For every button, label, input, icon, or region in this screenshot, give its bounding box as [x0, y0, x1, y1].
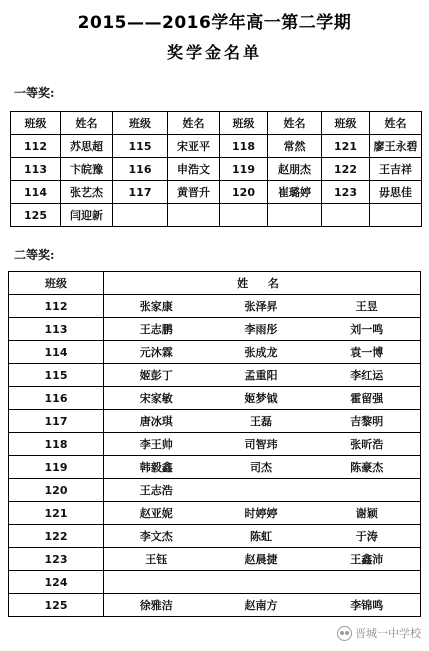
class-cell: 114 [11, 181, 61, 204]
table-row [9, 387, 421, 410]
class-cell: 112 [11, 135, 61, 158]
table-row [9, 318, 421, 341]
class-cell: 125 [11, 204, 61, 227]
student-name-cell: 陈虹 [209, 525, 314, 548]
table-row [9, 502, 421, 525]
student-name-cell [209, 571, 314, 594]
student-name-cell: 张艺杰 [61, 181, 113, 204]
class-cell: 114 [9, 341, 104, 364]
class-cell: 119 [220, 158, 268, 181]
student-name-cell: 闫迎新 [61, 204, 113, 227]
class-cell: 121 [9, 502, 104, 525]
student-name-cell: 宋亚平 [168, 135, 220, 158]
header-name: 姓名 [168, 112, 220, 135]
student-name-cell: 崔璐婷 [268, 181, 322, 204]
student-name-cell: 袁一博 [314, 341, 421, 364]
student-name-cell: 张昕浩 [314, 433, 421, 456]
first-prize-body [11, 135, 422, 227]
student-name-cell [370, 204, 422, 227]
header-class: 班级 [322, 112, 370, 135]
class-cell [113, 204, 168, 227]
student-name-cell: 司智玮 [209, 433, 314, 456]
student-name-cell: 张泽昇 [209, 295, 314, 318]
student-name-cell: 唐冰琪 [104, 410, 209, 433]
student-name-cell: 王昱 [314, 295, 421, 318]
class-cell: 115 [9, 364, 104, 387]
table-row [9, 456, 421, 479]
table-row [9, 571, 421, 594]
student-name-cell: 王志鹏 [104, 318, 209, 341]
student-name-cell: 刘一鸣 [314, 318, 421, 341]
first-prize-heading: 一等奖: [14, 86, 55, 100]
table-row [9, 548, 421, 571]
student-name-cell [168, 204, 220, 227]
table-row [9, 433, 421, 456]
student-name-cell: 李红运 [314, 364, 421, 387]
student-name-cell: 王鑫沛 [314, 548, 421, 571]
student-name-cell: 苏思超 [61, 135, 113, 158]
student-name-cell: 王吉祥 [370, 158, 422, 181]
class-cell: 118 [9, 433, 104, 456]
class-cell [322, 204, 370, 227]
student-name-cell: 王钰 [104, 548, 209, 571]
table-row [11, 204, 422, 227]
student-name-cell: 孟重阳 [209, 364, 314, 387]
header-class: 班级 [220, 112, 268, 135]
class-cell: 116 [113, 158, 168, 181]
document-subtitle: 奖学金名单 [166, 43, 262, 62]
class-cell: 121 [322, 135, 370, 158]
student-name-cell [209, 479, 314, 502]
table-row [9, 479, 421, 502]
student-name-cell [314, 479, 421, 502]
student-name-cell: 李文杰 [104, 525, 209, 548]
class-cell: 117 [113, 181, 168, 204]
class-cell: 122 [322, 158, 370, 181]
student-name-cell: 韩毅鑫 [104, 456, 209, 479]
student-name-cell: 赵晨捷 [209, 548, 314, 571]
header-class: 班级 [11, 112, 61, 135]
header-class: 班级 [113, 112, 168, 135]
first-prize-table [10, 111, 422, 227]
student-name-cell: 张成龙 [209, 341, 314, 364]
student-name-cell: 李王帅 [104, 433, 209, 456]
student-name-cell: 司杰 [209, 456, 314, 479]
table-row [9, 525, 421, 548]
student-name-cell [104, 571, 209, 594]
student-name-cell: 姬彭丁 [104, 364, 209, 387]
student-name-cell: 谢颖 [314, 502, 421, 525]
class-cell: 122 [9, 525, 104, 548]
student-name-cell: 李雨彤 [209, 318, 314, 341]
student-name-cell: 陈豪杰 [314, 456, 421, 479]
header-name: 姓名 [61, 112, 113, 135]
table-row [9, 364, 421, 387]
wechat-watermark [335, 625, 423, 641]
class-cell: 125 [9, 594, 104, 617]
table-row [11, 135, 422, 158]
header-name: 姓名 [268, 112, 322, 135]
class-cell: 123 [322, 181, 370, 204]
student-name-cell [314, 571, 421, 594]
second-prize-heading: 二等奖: [14, 248, 55, 262]
student-name-cell: 姬梦钺 [209, 387, 314, 410]
class-cell: 124 [9, 571, 104, 594]
student-name-cell: 霍留强 [314, 387, 421, 410]
student-name-cell: 王志浩 [104, 479, 209, 502]
student-name-cell: 申浩文 [168, 158, 220, 181]
table-row [9, 295, 421, 318]
class-cell: 116 [9, 387, 104, 410]
class-cell: 120 [9, 479, 104, 502]
header-name: 姓名 [370, 112, 422, 135]
student-name-cell: 元沐霖 [104, 341, 209, 364]
student-name-cell: 赵南方 [209, 594, 314, 617]
second-prize-table [8, 271, 421, 617]
table-row [9, 341, 421, 364]
student-name-cell: 常然 [268, 135, 322, 158]
student-name-cell: 毋思佳 [370, 181, 422, 204]
class-cell: 112 [9, 295, 104, 318]
student-name-cell: 卞皖豫 [61, 158, 113, 181]
table-row [9, 410, 421, 433]
class-cell: 123 [9, 548, 104, 571]
second-prize-header-row [9, 272, 421, 295]
class-cell: 118 [220, 135, 268, 158]
student-name-cell: 张家康 [104, 295, 209, 318]
header-class: 班级 [9, 272, 104, 295]
class-cell: 117 [9, 410, 104, 433]
student-name-cell: 赵亚妮 [104, 502, 209, 525]
class-cell: 113 [11, 158, 61, 181]
class-cell [220, 204, 268, 227]
student-name-cell: 于涛 [314, 525, 421, 548]
student-name-cell: 徐雅洁 [104, 594, 209, 617]
class-cell: 113 [9, 318, 104, 341]
class-cell: 115 [113, 135, 168, 158]
student-name-cell: 宋家敏 [104, 387, 209, 410]
student-name-cell: 吉黎明 [314, 410, 421, 433]
student-name-cell: 王磊 [209, 410, 314, 433]
watermark-text: 晋城一中学校 [355, 627, 421, 640]
student-name-cell: 廖王永碧 [370, 135, 422, 158]
student-name-cell: 李锦鸣 [314, 594, 421, 617]
first-prize-header-row [11, 112, 422, 135]
student-name-cell [268, 204, 322, 227]
table-row [11, 181, 422, 204]
wechat-icon [337, 626, 352, 641]
document-title: 2015——2016学年高一第二学期 [77, 13, 352, 33]
table-row [11, 158, 422, 181]
table-row [9, 594, 421, 617]
student-name-cell: 赵朋杰 [268, 158, 322, 181]
second-prize-body [9, 295, 421, 617]
student-name-cell: 时婷婷 [209, 502, 314, 525]
class-cell: 119 [9, 456, 104, 479]
class-cell: 120 [220, 181, 268, 204]
student-name-cell: 黄晋升 [168, 181, 220, 204]
header-name: 姓 名 [104, 272, 421, 295]
